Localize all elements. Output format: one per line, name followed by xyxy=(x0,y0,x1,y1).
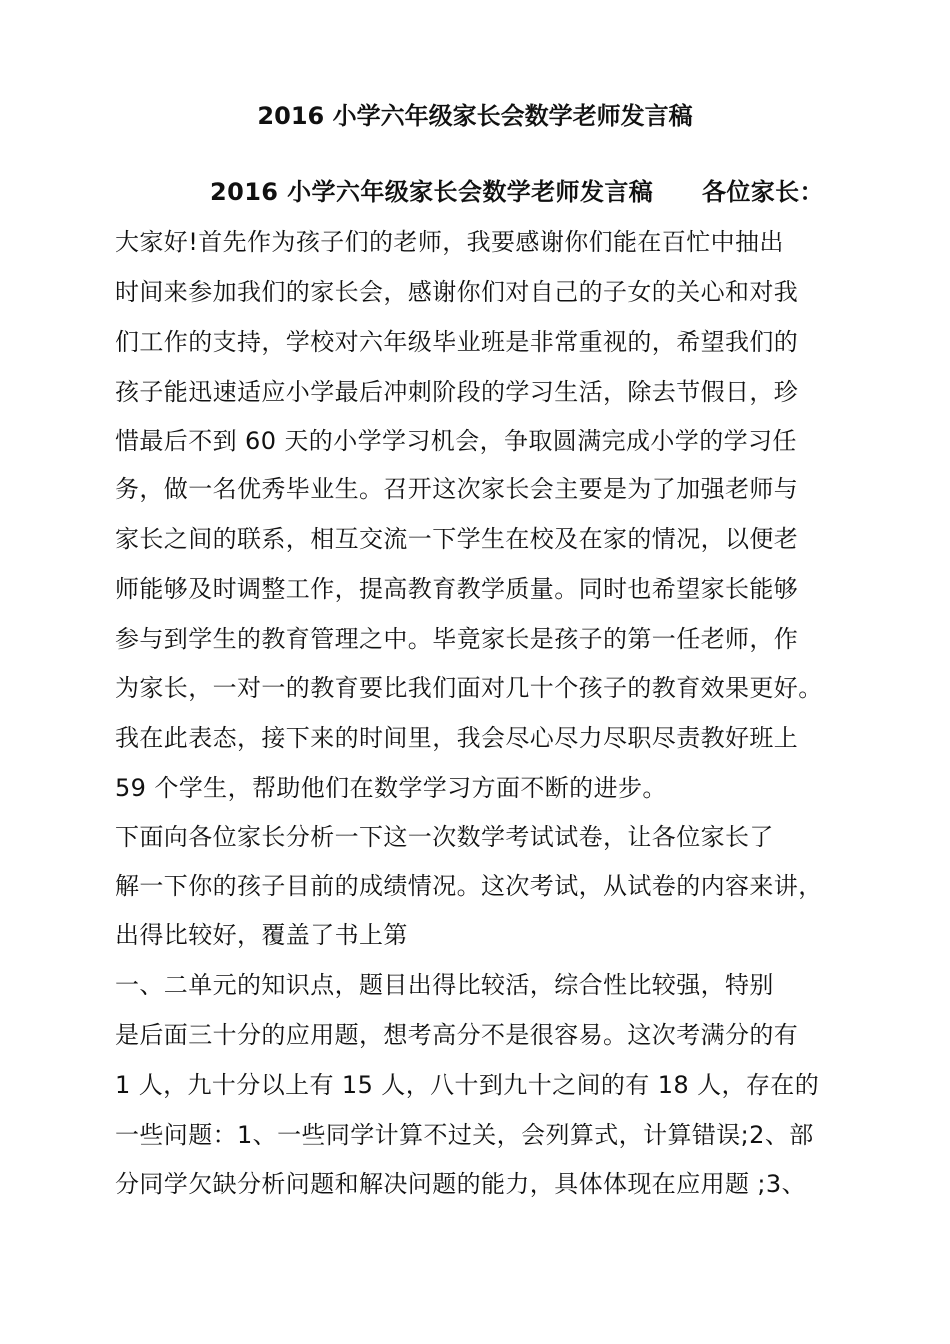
paragraph-line: 是后面三十分的应用题，想考高分不是很容易。这次考满分的有 xyxy=(115,1021,799,1049)
paragraph-line: 分同学欠缺分析问题和解决问题的能力，具体体现在应用题 ;3、 xyxy=(115,1170,806,1198)
paragraph-line: 们工作的支持，学校对六年级毕业班是非常重视的，希望我们的 xyxy=(115,328,799,356)
paragraph-line: 参与到学生的教育管理之中。毕竟家长是孩子的第一任老师，作 xyxy=(115,625,799,653)
paragraph-line: 时间来参加我们的家长会，感谢你们对自己的子女的关心和对我 xyxy=(115,278,799,306)
paragraph-line: 1 人，九十分以上有 15 人，八十到九十之间的有 18 人，存在的 xyxy=(115,1071,820,1099)
paragraph-line: 一些问题：1、一些同学计算不过关，会列算式，计算错误;2、部 xyxy=(115,1121,814,1149)
paragraph-line: 孩子能迅速适应小学最后冲刺阶段的学习生活，除去节假日，珍 xyxy=(115,378,799,406)
paragraph-line: 下面向各位家长分析一下这一次数学考试试卷，让各位家长了 xyxy=(115,823,774,851)
paragraph-line: 我在此表态，接下来的时间里，我会尽心尽力尽职尽责教好班上 xyxy=(115,724,799,752)
paragraph-line: 家长之间的联系，相互交流一下学生在校及在家的情况，以便老 xyxy=(115,525,799,553)
paragraph-line: 一、二单元的知识点，题目出得比较活，综合性比较强，特别 xyxy=(115,971,774,999)
document-title: 2016 小学六年级家长会数学老师发言稿 xyxy=(257,102,693,130)
paragraph-line: 师能够及时调整工作，提高教育教学质量。同时也希望家长能够 xyxy=(115,575,799,603)
paragraph-line: 惜最后不到 60 天的小学学习机会，争取圆满完成小学的学习任 xyxy=(115,427,797,455)
paragraph-line: 59 个学生，帮助他们在数学学习方面不断的进步。 xyxy=(115,774,667,802)
document-subtitle: 2016 小学六年级家长会数学老师发言稿 各位家长： xyxy=(210,178,824,206)
paragraph-line: 务，做一名优秀毕业生。召开这次家长会主要是为了加强老师与 xyxy=(115,475,799,503)
paragraph-line: 出得比较好，覆盖了书上第 xyxy=(115,921,408,949)
paragraph-line: 大家好!首先作为孩子们的老师，我要感谢你们能在百忙中抽出 xyxy=(115,228,784,256)
paragraph-line: 解一下你的孩子目前的成绩情况。这次考试，从试卷的内容来讲， xyxy=(115,872,823,900)
paragraph-line: 为家长，一对一的教育要比我们面对几十个孩子的教育效果更好。 xyxy=(115,674,823,702)
